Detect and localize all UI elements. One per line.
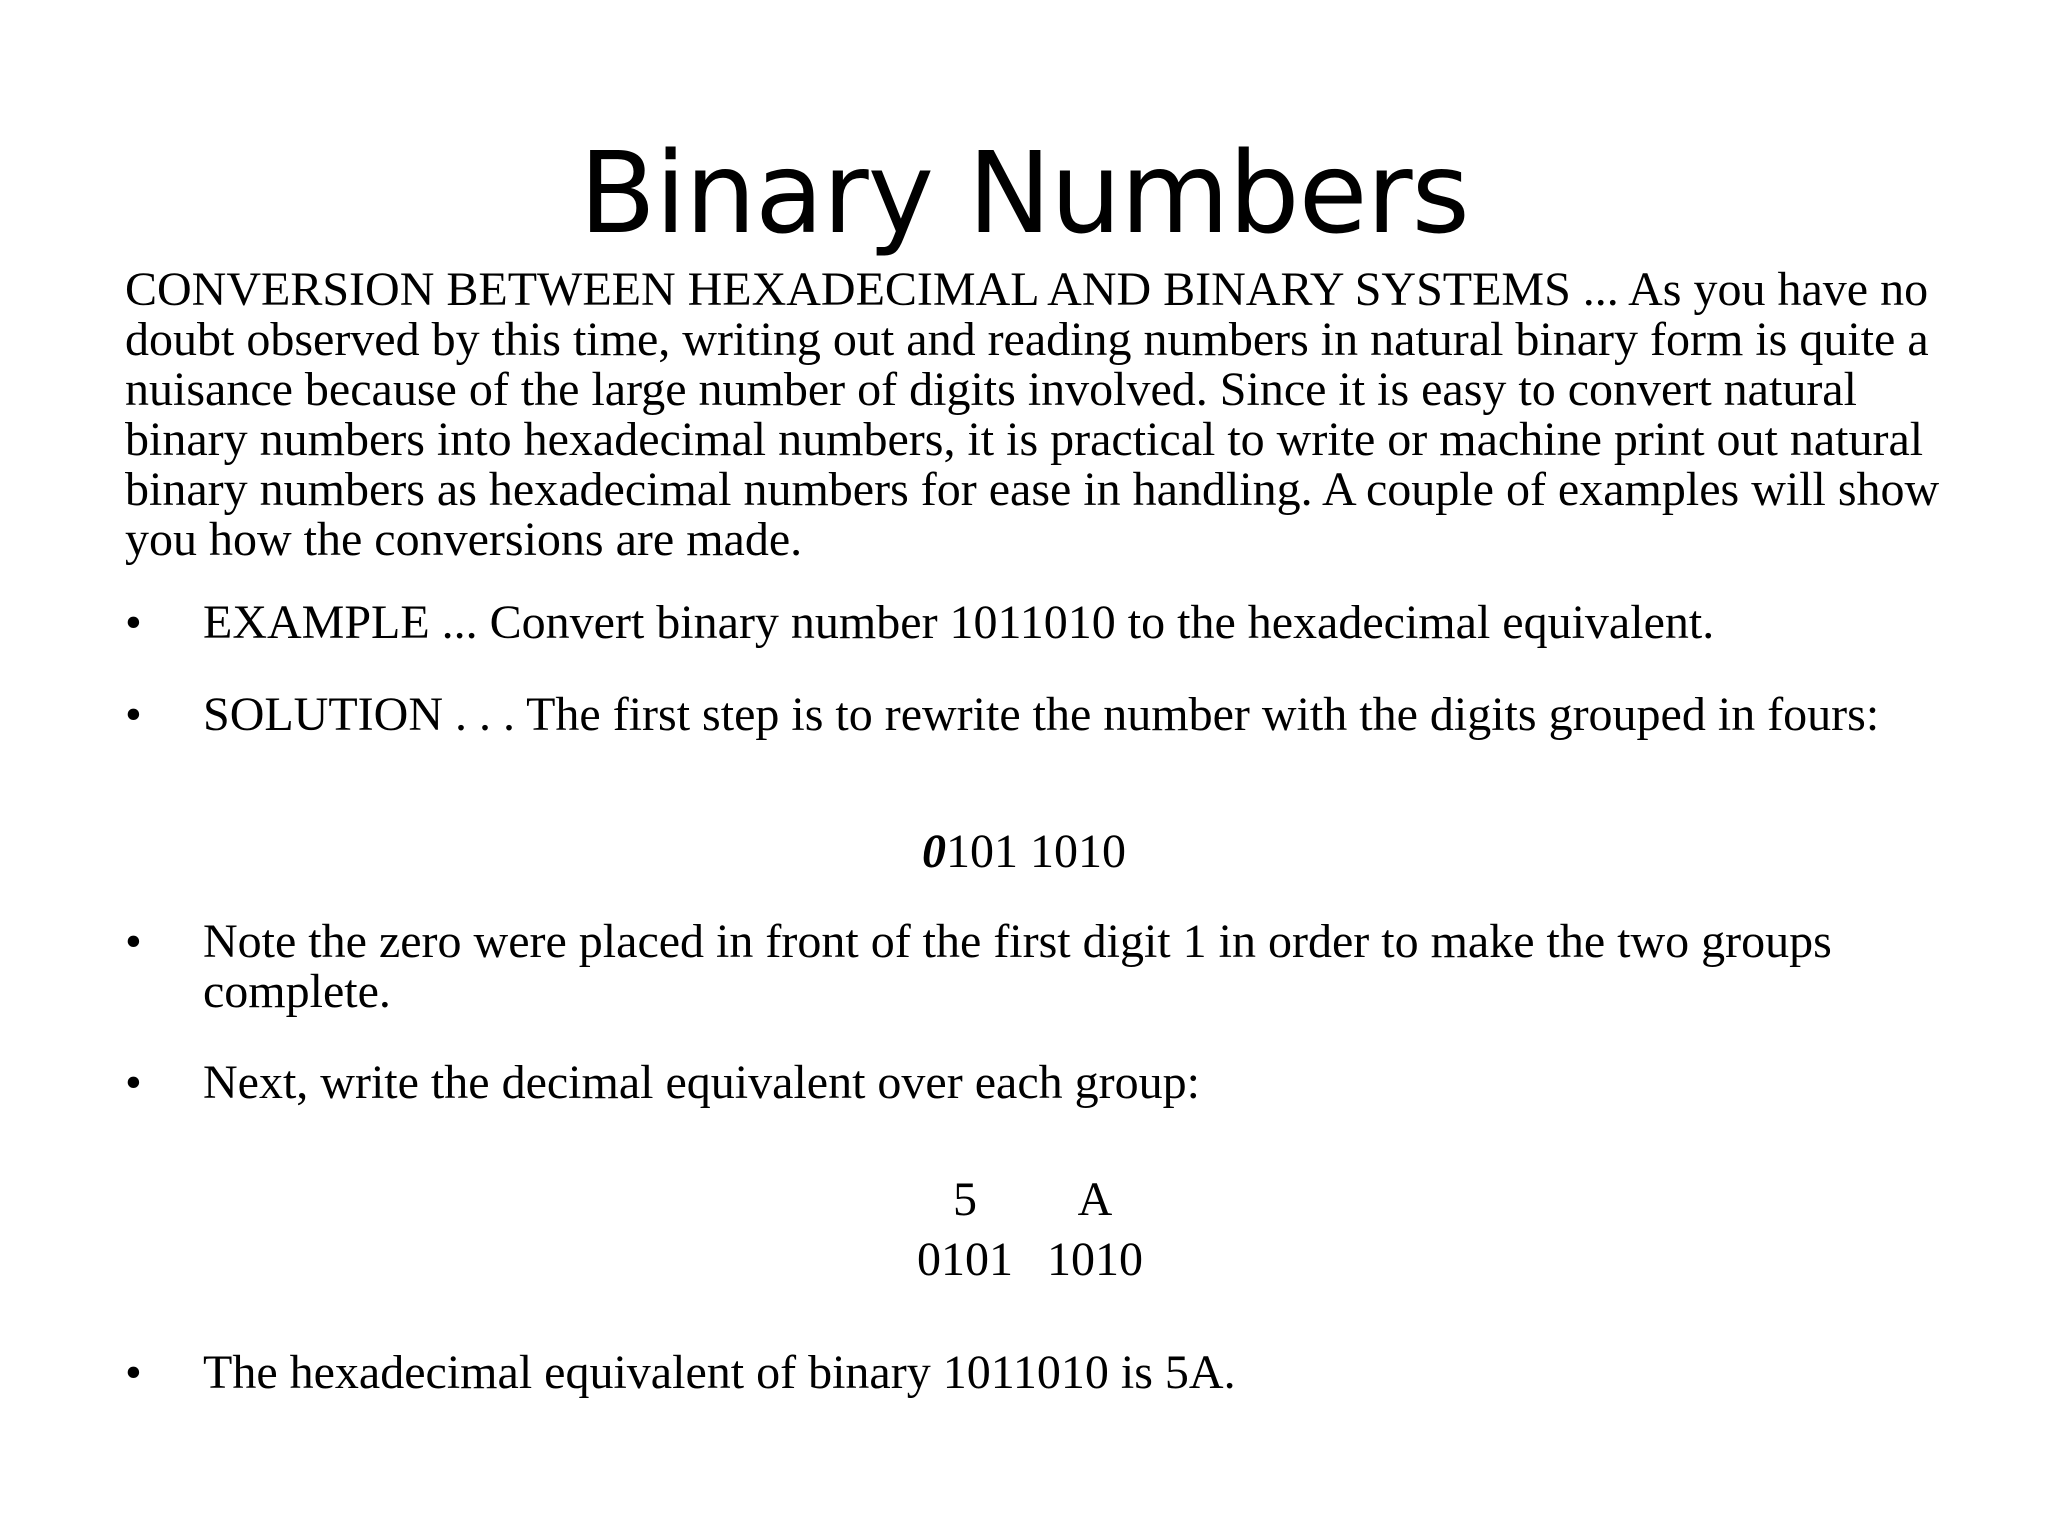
bullet-marker: •	[125, 1346, 142, 1399]
grouped-binary-number	[0, 827, 2048, 877]
bullet-marker: •	[125, 915, 142, 968]
bullet-text: EXAMPLE ... Convert binary number 1011010 to the hexadecimal equivalent.	[203, 596, 1715, 649]
hex-digit-row	[900, 1175, 1160, 1225]
grouped-digits: 101 1010	[946, 825, 1126, 878]
bullet-marker: •	[125, 1056, 142, 1109]
bullet-example	[125, 598, 1985, 648]
intro-paragraph: CONVERSION BETWEEN HEXADECIMAL AND BINARY SYSTEMS ... As you have no doubt observed by this time, writing out and reading numbers in natural binary form is quite a nuisance because of the large number of digits involved. Since it is easy to convert natural binary numbers into hexadecimal numbers, it is practical to write or machine print out natural binary numbers as hexadecimal numbers for ease in handling. A couple of examples will show you how the conversions are made.	[125, 263, 1940, 566]
bullet-text: Next, write the decimal equivalent over each group:	[203, 1056, 1200, 1109]
bullet-text: SOLUTION . . . The first step is to rewrite the number with the digits grouped in fours:	[203, 688, 1880, 741]
bullet-text: The hexadecimal equivalent of binary 1011010 is 5A.	[203, 1346, 1236, 1399]
hex-digit: 5	[953, 1173, 977, 1226]
bullet-next	[125, 1058, 1985, 1108]
slide-title: Binary Numbers	[579, 129, 1469, 259]
hex-digit: A	[1077, 1173, 1113, 1226]
leading-zero: 0	[922, 825, 946, 878]
hex-grouping	[900, 1175, 1160, 1285]
binary-group: 1010	[1047, 1233, 1143, 1286]
bullet-marker: •	[125, 688, 142, 741]
binary-group: 0101	[917, 1233, 1013, 1286]
bullet-text: Note the zero were placed in front of the first digit 1 in order to make the two groups complete.	[203, 915, 1832, 1018]
bullet-solution	[125, 690, 1985, 740]
binary-group-row	[900, 1235, 1160, 1285]
bullet-conclusion	[125, 1348, 1985, 1398]
bullet-note	[125, 917, 1985, 1017]
bullet-marker: •	[125, 596, 142, 649]
